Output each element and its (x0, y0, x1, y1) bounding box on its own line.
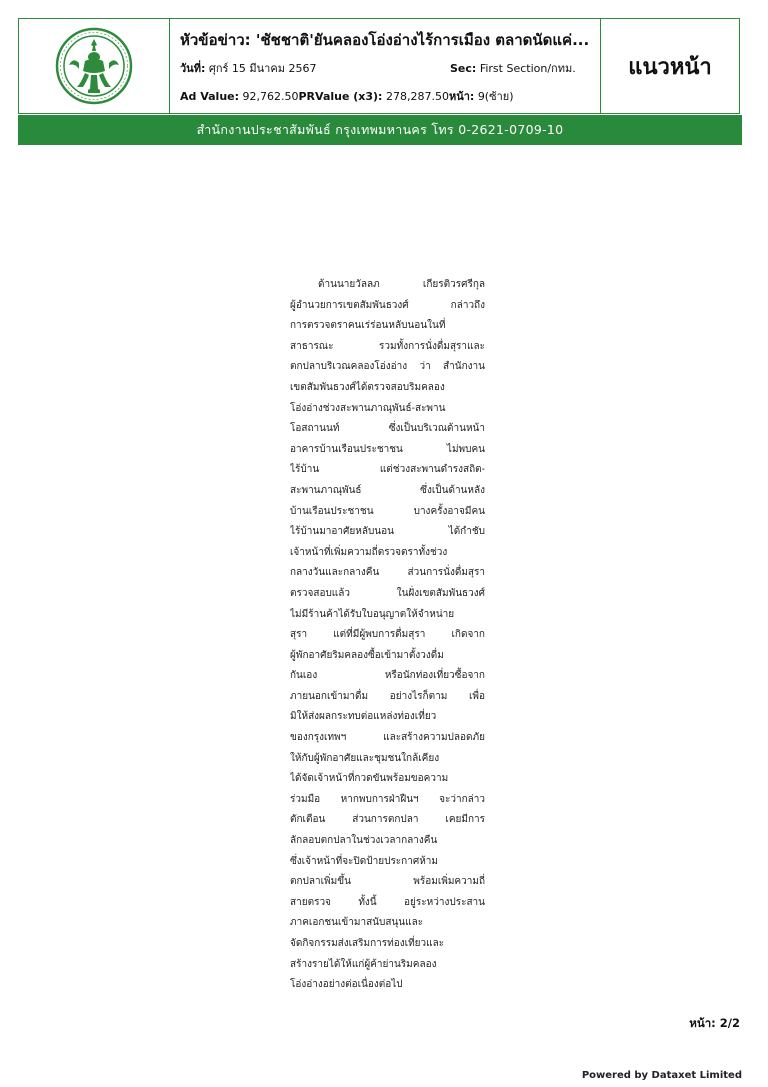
article-line: กลางวันและกลางคืน ส่วนการนั่งดื่มสุรา (290, 567, 485, 579)
article-line: โอ่งอ่างอย่างต่อเนื่องต่อไป (290, 979, 403, 991)
article-line: สาธารณะ รวมทั้งการนั่งดื่มสุราและ (290, 340, 485, 352)
article-line: ตกปลาเพิ่มขึ้น พร้อมเพิ่มความถี่ (290, 876, 485, 888)
article-line: ตักเตือน ส่วนการตกปลา เคยมีการ (290, 814, 485, 826)
sec-label: Sec: (450, 62, 477, 75)
article-line: โอสถานนท์ ซึ่งเป็นบริเวณด้านหน้า (290, 423, 485, 435)
article-line: ซึ่งเจ้าหน้าที่จะปิดป้ายประกาศห้าม (290, 855, 438, 867)
article-line: ให้กับผู้พักอาศัยและชุมชนใกล้เคียง (290, 752, 440, 764)
article-line: อาคารบ้านเรือนประชาชน ไม่พบคน (290, 443, 485, 455)
article-line: ได้จัดเจ้าหน้าที่กวดขันพร้อมขอความ (290, 773, 449, 785)
page-value: 9(ซ้าย) (477, 90, 514, 103)
article-line: ตกปลาบริเวณคลองโอ่งอ่าง ว่า สำนักงาน (290, 361, 485, 373)
office-bar (18, 115, 742, 145)
date-label: วันที่: (180, 62, 206, 75)
article-line: ร่วมมือ หากพบการฝ่าฝืนฯ จะว่ากล่าว (290, 793, 485, 805)
article-line: เจ้าหน้าที่เพิ่มความถี่ตรวจตราทั้งช่วง (290, 546, 448, 558)
value-row (180, 87, 513, 105)
pr-value-label: PRValue (x3): (298, 90, 383, 103)
publication-name: แนวหน้า (628, 54, 712, 80)
article-line: ผู้อำนวยการเขตสัมพันธวงศ์ กล่าวถึง (290, 299, 485, 311)
article-line: ไร้บ้านมาอาศัยหลับนอน ได้กำชับ (290, 526, 485, 538)
sec-value: First Section/กทม. (479, 62, 576, 75)
article-line: การตรวจตราคนเร่ร่อนหลับนอนในที่ (290, 320, 446, 332)
header-box (18, 18, 740, 114)
article-line: ตรวจสอบแล้ว ในฝั่งเขตสัมพันธวงศ์ (290, 587, 485, 599)
date-value: ศุกร์ 15 มีนาคม 2567 (208, 62, 317, 75)
article-line: ลักลอบตกปลาในช่วงเวลากลางคืน (290, 835, 438, 847)
article-line: ด้านนายวัลลภ เกียรติวรศรีกุล (318, 279, 485, 290)
article-column (290, 275, 485, 996)
article-line: บ้านเรือนประชาชน บางครั้งอาจมีคน (290, 505, 485, 517)
article-line: ผู้พักอาศัยริมคลองซื้อเข้ามาตั้งวงดื่ม (290, 649, 444, 661)
page-label: หน้า: (448, 90, 475, 103)
article-line: ภายนอกเข้ามาดื่ม อย่างไรก็ตาม เพื่อ (290, 690, 485, 702)
powered-by: Powered by Dataxet Limited (581, 1070, 742, 1081)
bma-seal-icon (55, 27, 133, 105)
ad-value: 92,762.50 (242, 90, 299, 103)
page-number: หน้า: 2/2 (689, 1016, 740, 1030)
article-line: สายตรวจ ทั้งนี้ อยู่ระหว่างประสาน (290, 896, 485, 908)
headline-text: 'ชัชชาติ'ยันคลองโอ่งอ่างไร้การเมือง ตลาดนัดแค่... (255, 31, 590, 49)
article-line: จัดกิจกรรมส่งเสริมการท่องเที่ยวและ (290, 938, 445, 949)
article-line: สร้างรายได้ให้แก่ผู้ค้าย่านริมคลอง (290, 958, 437, 970)
article-line: ภาคเอกชนเข้ามาสนับสนุนและ (290, 917, 424, 929)
article-line: สะพานภาณุพันธ์ ซึ่งเป็นด้านหลัง (290, 484, 485, 496)
clipping-info (170, 19, 601, 113)
office-bar-text: สำนักงานประชาสัมพันธ์ กรุงเทพมหานคร โทร 0-2621-0709-10 (196, 122, 564, 137)
article-line: ไม่มีร้านค้าได้รับใบอนุญาตให้จำหน่าย (290, 608, 455, 620)
clipping-header (18, 18, 742, 145)
article-line: สุรา แต่ที่มีผู้พบการดื่มสุรา เกิดจาก (290, 629, 485, 641)
article-line: มิให้ส่งผลกระทบต่อแหล่งท่องเที่ยว (290, 711, 437, 723)
headline-row (180, 28, 592, 52)
article-line: เขตสัมพันธวงศ์ได้ตรวจสอบริมคลอง (290, 381, 445, 393)
ad-value-label: Ad Value: (180, 90, 240, 103)
article-line: ไร้บ้าน แต่ช่วงสะพานดำรงสถิต- (290, 464, 485, 476)
sec-field (450, 59, 576, 77)
logo-cell (19, 19, 170, 113)
article-line: ของกรุงเทพฯ และสร้างความปลอดภัย (290, 732, 485, 744)
headline-label: หัวข้อข่าว: (180, 31, 251, 49)
article-line: โอ่งอ่างช่วงสะพานภาณุพันธ์-สะพาน (290, 402, 446, 414)
article-line: กันเอง หรือนักท่องเที่ยวซื้อจาก (290, 670, 485, 682)
date-row (180, 59, 576, 77)
pr-value: 278,287.50 (385, 90, 449, 103)
publication-cell (601, 19, 739, 113)
